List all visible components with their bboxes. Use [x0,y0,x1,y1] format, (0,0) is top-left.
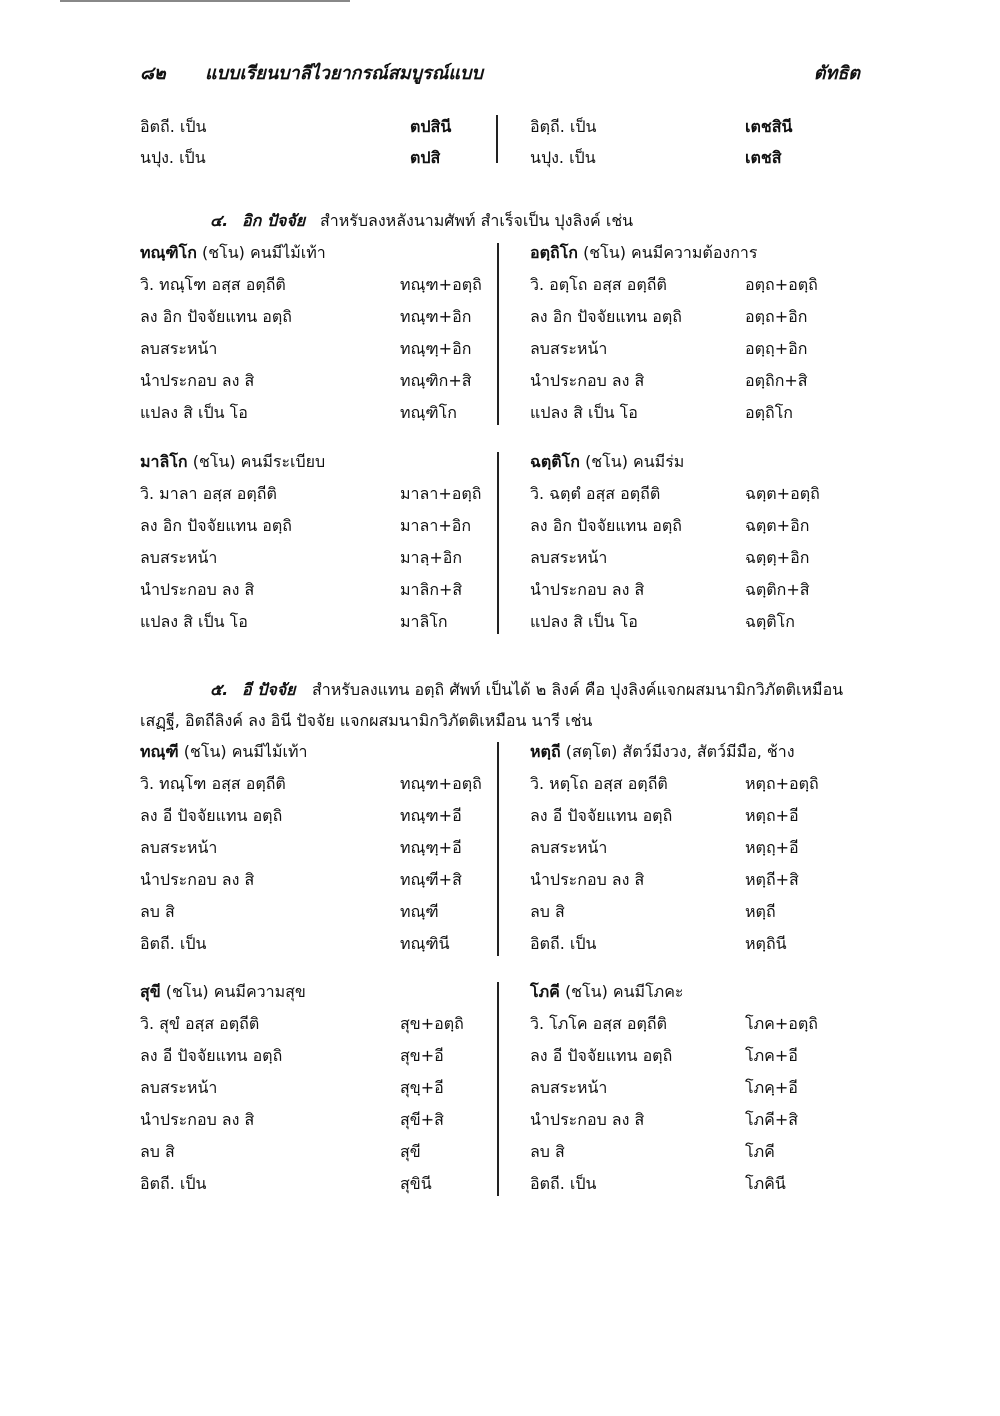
derivation-result: มาลิโก [400,612,448,631]
page-number: ๘๒ [140,63,166,84]
derivation-step: วิ. ฉตฺตํ อสฺส อตฺถีติ [530,484,661,503]
row-label: อิตฺถี. เป็น [530,117,597,136]
entry-meaning: (สตฺโต) สัตว์มีงวง, สัตว์มีมือ, ช้าง [565,742,795,761]
derivation-step: ลง อี ปัจจัยแทน อตฺถิ [530,1046,673,1065]
derivation-step: ลบสระหน้า [530,1078,608,1097]
derivation-result: โภคฺ+อี [745,1078,798,1097]
entry-word: อตฺถิโก [530,243,578,262]
derivation-step: วิ. มาลา อสฺส อตฺถีติ [140,484,277,503]
derivation-result: สุขี+สิ [400,1110,444,1129]
derivation-result: อตฺถฺ+อิก [745,339,808,358]
entry-heading [140,452,325,472]
derivation-result: โภคี+สิ [745,1110,799,1129]
derivation-step: อิตถี. เป็น [530,1174,597,1193]
derivation-result: อตฺถิก+สิ [745,371,808,390]
derivation-step: ลบ สิ [530,1142,565,1161]
entry-heading [140,982,306,1002]
derivation-step: แปลง สิ เป็น โอ [530,403,638,422]
derivation-step: ลบ สิ [530,902,565,921]
column-divider [497,982,499,1196]
column-divider [497,452,499,634]
entry-meaning: (ชโน) คนมีความต้องการ [583,243,758,262]
row-value: เตชสินี [745,117,793,136]
derivation-step: วิ. โภโค อสฺส อตฺถีติ [530,1014,667,1033]
derivation-step: วิ. ทณฺโฑ อสฺส อตฺถีติ [140,774,286,793]
derivation-result: มาลา+อิก [400,516,472,535]
derivation-result: โภค+อี [745,1046,798,1065]
derivation-result: ทณฺฑฺ+อิก [400,339,472,358]
row-label: นปุง. เป็น [140,148,206,167]
derivation-step: ลบสระหน้า [530,838,608,857]
entry-word: โภคี [530,982,560,1001]
derivation-step: ลง อิก ปัจจัยแทน อตฺถิ [530,307,682,326]
derivation-step: นำประกอบ ลง สิ [530,1110,645,1129]
section-number: ๕. [210,680,229,699]
derivation-step: ลบสระหน้า [530,548,608,567]
entry-word: ทณฺฑี [140,742,179,761]
derivation-result: หตฺถ+อี [745,806,799,825]
derivation-result: หตฺถี+สิ [745,870,799,889]
derivation-step: ลง อิก ปัจจัยแทน อตฺถิ [530,516,682,535]
entry-meaning: (ชโน) คนมีความสุข [165,982,306,1001]
section-description: สำหรับลงหลังนามศัพท์ สำเร็จเป็น ปุงลิงค์ เช่น [320,211,634,230]
derivation-result: สุขินี [400,1174,432,1193]
derivation-result: ทณฺฑิโก [400,403,457,422]
derivation-result: หตฺถ+อตฺถิ [745,774,819,793]
section-description: สำหรับลงแทน อตฺถิ ศัพท์ เป็นได้ ๒ ลิงค์ คือ ปุงลิงค์แจกผสมนามิกวิภัตติเหมือน [312,680,844,699]
row-value: ตปสิ [410,148,441,167]
derivation-result: ทณฺฑ+อี [400,806,462,825]
derivation-step: ลบสระหน้า [140,1078,218,1097]
entry-word: ฉตฺติโก [530,452,580,471]
derivation-result: โภคี [745,1142,775,1161]
entry-word: สุขี [140,982,161,1001]
derivation-step: วิ. อตฺโถ อสฺส อตฺถีติ [530,275,667,294]
derivation-step: ลง อิก ปัจจัยแทน อตฺถิ [140,307,292,326]
derivation-step: นำประกอบ ลง สิ [140,1110,255,1129]
row-label: อิตถี. เป็น [140,117,207,136]
column-divider [497,243,499,425]
section-description-cont: เสฏฺฐี, อิตถีลิงค์ ลง อินี ปัจจัย แจกผสมนามิกวิภัตติเหมือน นารี เช่น [140,711,593,730]
entry-heading [530,452,684,472]
column-divider [496,115,498,163]
entry-heading [140,243,326,263]
derivation-step: แปลง สิ เป็น โอ [140,612,248,631]
derivation-step: ลง อี ปัจจัยแทน อตฺถิ [530,806,673,825]
derivation-result: ทณฺฑินี [400,934,450,953]
derivation-result: มาลา+อตฺถิ [400,484,482,503]
derivation-result: ฉตฺต+อิก [745,516,810,535]
derivation-step: ลง อิก ปัจจัยแทน อตฺถิ [140,516,292,535]
derivation-result: โภค+อตฺถิ [745,1014,818,1033]
section-title: ตัทธิต [813,63,860,84]
derivation-step: วิ. หตฺโถ อสฺส อตฺถีติ [530,774,668,793]
derivation-result: โภคินี [745,1174,786,1193]
derivation-step: ลบสระหน้า [140,838,218,857]
derivation-result: ทณฺฑี+สิ [400,870,462,889]
derivation-step: นำประกอบ ลง สิ [140,870,255,889]
derivation-result: สุข+อี [400,1046,444,1065]
derivation-step: ลง อี ปัจจัยแทน อตฺถิ [140,806,283,825]
derivation-result: ทณฺฑ+อิก [400,307,472,326]
derivation-step: วิ. สุขํ อสฺส อตฺถีติ [140,1014,260,1033]
entry-heading [530,243,758,263]
derivation-result: ทณฺฑฺ+อี [400,838,462,857]
derivation-result: มาลิก+สิ [400,580,463,599]
derivation-result: ฉตฺตฺ+อิก [745,548,810,567]
derivation-result: อตฺถ+อตฺถิ [745,275,818,294]
entry-meaning: (ชโน) คนมีไม้เท้า [202,243,326,262]
section-suffix-name: อิก ปัจจัย [242,211,306,230]
derivation-step: นำประกอบ ลง สิ [530,371,645,390]
derivation-step: นำประกอบ ลง สิ [530,870,645,889]
derivation-step: ลบสระหน้า [530,339,608,358]
derivation-result: ฉตฺติโก [745,612,795,631]
derivation-step: ลง อี ปัจจัยแทน อตฺถิ [140,1046,283,1065]
entry-heading [140,742,308,762]
derivation-result: ทณฺฑ+อตฺถิ [400,774,482,793]
scan-edge-line [60,0,350,2]
derivation-result: ฉตฺติก+สิ [745,580,810,599]
derivation-result: สุข+อตฺถิ [400,1014,464,1033]
entry-word: หตฺถี [530,742,561,761]
derivation-result: ฉตฺต+อตฺถิ [745,484,820,503]
derivation-result: สุขฺ+อี [400,1078,444,1097]
row-value: ตปสินี [410,117,452,136]
section-number: ๔. [210,211,229,230]
row-value: เตชสิ [745,148,782,167]
book-title: แบบเรียนบาลีไวยากรณ์สมบูรณ์แบบ [205,63,483,84]
entry-word: มาลิโก [140,452,188,471]
entry-meaning: (ชโน) คนมีระเบียบ [192,452,326,471]
derivation-step: ลบสระหน้า [140,339,218,358]
derivation-step: นำประกอบ ลง สิ [140,371,255,390]
entry-meaning: (ชโน) คนมีโภคะ [564,982,684,1001]
derivation-result: ทณฺฑี [400,902,439,921]
row-label: นปุง. เป็น [530,148,596,167]
derivation-step: วิ. ทณฺโฑ อสฺส อตฺถีติ [140,275,286,294]
section-suffix-name: อี ปัจจัย [242,680,296,699]
derivation-step: อิตถี. เป็น [530,934,597,953]
derivation-step: แปลง สิ เป็น โอ [140,403,248,422]
derivation-result: ทณฺฑิก+สิ [400,371,472,390]
derivation-step: นำประกอบ ลง สิ [140,580,255,599]
entry-word: ทณฺฑิโก [140,243,197,262]
derivation-result: หตฺถี [745,902,776,921]
entry-meaning: (ชโน) คนมีร่ม [585,452,685,471]
derivation-step: ลบ สิ [140,1142,175,1161]
derivation-result: อตฺถิโก [745,403,793,422]
derivation-step: อิตถี. เป็น [140,934,207,953]
derivation-step: อิตถี. เป็น [140,1174,207,1193]
entry-heading [530,982,684,1002]
derivation-result: ทณฺฑ+อตฺถิ [400,275,482,294]
derivation-step: นำประกอบ ลง สิ [530,580,645,599]
derivation-result: มาลฺ+อิก [400,548,463,567]
entry-meaning: (ชโน) คนมีไม้เท้า [183,742,308,761]
column-divider [497,742,499,956]
derivation-step: ลบสระหน้า [140,548,218,567]
derivation-step: ลบ สิ [140,902,175,921]
derivation-result: หตฺถินี [745,934,787,953]
derivation-step: แปลง สิ เป็น โอ [530,612,638,631]
derivation-result: สุขี [400,1142,421,1161]
page-header [140,58,860,86]
derivation-result: หตฺถฺ+อี [745,838,799,857]
derivation-result: อตฺถ+อิก [745,307,808,326]
entry-heading [530,742,795,762]
